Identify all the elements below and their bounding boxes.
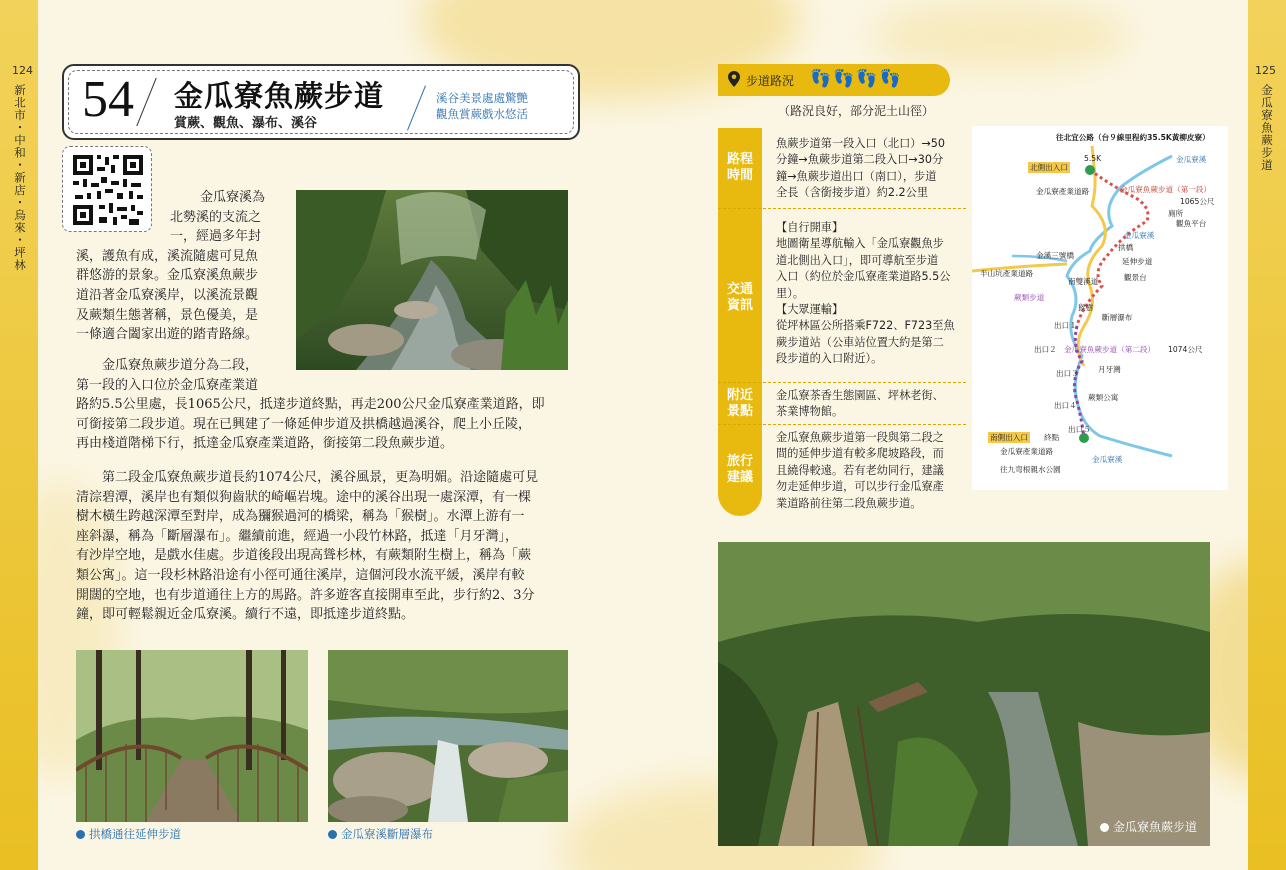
- text-line: 金瓜寮魚蕨步道分為二段，: [102, 358, 259, 373]
- text-line: 道北側出入口」，即可導航至步道: [776, 253, 939, 267]
- text-line: 座斜瀑，稱為「斷層瀑布」。繼續前進，經過一小段竹林路，抵達「月牙灣」，: [76, 528, 519, 544]
- text-line: 間的延伸步道有較多爬坡路段，而: [776, 447, 944, 461]
- map-label: 出口４: [1054, 401, 1077, 410]
- info-transport-text: [776, 220, 966, 368]
- text-line: 【自行開車】: [776, 221, 844, 234]
- map-label: 蕨類步道: [1014, 293, 1045, 302]
- route-condition-text: （路況良好，部分泥土山徑）: [778, 104, 935, 118]
- map-label: 金瓜寮產業道路: [1000, 447, 1054, 456]
- info-time-text: [776, 136, 966, 202]
- text-line: 業道路前往第二段魚蕨步道。: [776, 496, 922, 510]
- map-label: 猴樹: [1078, 303, 1094, 312]
- text-line: 入口（約位於金瓜寮產業道路5.5公: [776, 270, 951, 284]
- text-line: 及蕨類生態著稱，景色優美，是: [76, 307, 259, 323]
- text-line: 段步道的入口附近）。: [776, 352, 883, 366]
- map-label: 延伸步道: [1122, 257, 1153, 266]
- text-line: 魚蕨步道第一段入口（北口）→50: [776, 137, 946, 150]
- bullet-icon: [1100, 823, 1109, 832]
- side-label-right: 金瓜寮魚蕨步道: [1260, 84, 1274, 172]
- caption-text: 金瓜寮溪斷層瀑布: [341, 827, 433, 841]
- text-line: 金瓜寮茶香生態園區、坪林老街、: [776, 389, 944, 402]
- text-line: 樹木橫生跨越深潭至對岸，成為獼猴過河的橋梁，稱為「猴樹」。水潭上游有一: [76, 509, 525, 525]
- caption-trail-boardwalk: [1100, 818, 1197, 835]
- map-label: 觀魚平台: [1176, 219, 1207, 228]
- tagline: [436, 90, 528, 122]
- info-separator: [718, 424, 966, 425]
- map-label: 北側出入口: [1030, 163, 1068, 172]
- text-line: 第一段的入口位於金瓜寮產業道: [76, 377, 259, 393]
- text-line: 蕨步道站（公車站位置大約是第二: [776, 335, 944, 349]
- text-line: 鐘，即可輕鬆親近金瓜寮溪。續行不遠，即抵達步道終點。: [76, 607, 415, 623]
- text-line: 有沙岸空地，是戲水佳處。步道後段出現高聳杉林，有蕨類附生樹上，稱為「蕨: [76, 548, 532, 564]
- trail-number: 54: [82, 71, 134, 128]
- text-line: 清淙碧潭，溪岸也有類似狗齒狀的崎嶇岩塊。途中的溪谷出現一處深潭，有一棵: [76, 489, 532, 505]
- map-label: 出口５: [1068, 425, 1091, 434]
- map-label: 金瓜寮溪: [1092, 455, 1123, 464]
- map-label: 1065公尺: [1180, 197, 1215, 206]
- trail-subtitle: 賞蕨、觀魚、瀑布、溪谷: [174, 116, 318, 131]
- info-label-text: 附近景點: [726, 388, 753, 419]
- trail-map: [972, 126, 1228, 490]
- text-line: 一條適合闔家出遊的踏青路線。: [76, 327, 259, 343]
- text-line: 茶業博物館。: [776, 405, 844, 419]
- map-label: 1074公尺: [1168, 345, 1203, 354]
- photo-creek-gorge: [296, 190, 568, 370]
- info-advice-text: [776, 430, 966, 512]
- route-condition-banner: [718, 64, 950, 96]
- text-line: 路約5.5公里處，長1065公尺，抵達步道終點，再走200公尺金瓜寮產業道路，即: [76, 397, 545, 413]
- text-line: 可銜接第二段步道。現在已興建了一條延伸步道及拱橋越過溪谷，爬上小丘陵，: [76, 416, 532, 432]
- text-line: 從坪林區公所搭乘F722、F723至魚: [776, 319, 955, 333]
- second-section-paragraph: [76, 468, 572, 625]
- map-label: 蕨類公寓: [1088, 393, 1119, 402]
- map-label: 出口２: [1034, 345, 1057, 354]
- text-line: 開闊的空地，也有步道通往上方的馬路。許多遊客直接開車至此，步行約2、3分: [76, 587, 535, 603]
- text-line: 第二段金瓜寮魚蕨步道長約1074公尺，溪谷風景，更為明媚。沿途隨處可見: [102, 470, 539, 485]
- map-label: 5.5K: [1084, 154, 1102, 163]
- map-label: 廁所: [1168, 209, 1184, 218]
- photo-arch-bridge: [76, 650, 308, 822]
- tagline-line: 觀魚賞蕨戲水悠活: [436, 107, 528, 121]
- bullet-icon: [328, 830, 337, 839]
- map-label: 往北宜公路（台９線里程約35.5K黃柳皮寮）: [1056, 133, 1210, 142]
- caption-text: 拱橋通往延伸步道: [89, 827, 181, 841]
- title-card: [62, 64, 580, 140]
- info-label-text: 交通資訊: [726, 282, 753, 313]
- text-line: 北勢溪的支流之: [170, 209, 262, 225]
- trail-title: 金瓜寮魚蕨步道: [174, 79, 385, 113]
- watercolor-blotch: [870, 0, 1130, 70]
- route-label: 步道路況: [746, 74, 795, 88]
- text-line: 再由棧道階梯下行，抵達金瓜寮產業道路，銜接第二段魚蕨步道。: [76, 436, 454, 452]
- info-nearby-text: [776, 388, 966, 421]
- text-line: 地圖衛星導航輸入「金瓜寮觀魚步: [776, 237, 944, 251]
- side-label-left: 新北市・中和・新店・烏來・坪林: [13, 84, 27, 272]
- map-label: 金瓜寮魚蕨步道（第一段）: [1120, 185, 1212, 194]
- info-label-time: [718, 152, 762, 184]
- title-divider: [136, 78, 156, 127]
- text-line: 類公寓」。這一段杉林路沿途有小徑可通往溪岸，這個河段水流平緩，溪岸有較: [76, 567, 525, 583]
- page-number-right: 125: [1255, 64, 1276, 77]
- photo-fault-waterfall: [328, 650, 568, 822]
- map-label: 觀景台: [1124, 273, 1147, 282]
- text-line: 全長（含銜接步道）約2.2公里: [776, 186, 929, 200]
- text-line: 【大眾運輸】: [776, 303, 844, 317]
- text-line: 溪，護魚有成，溪流隨處可見魚: [76, 248, 259, 264]
- map-label: 半山坑產業道路: [980, 269, 1034, 278]
- map-label: 往九弯根親水公園: [1000, 465, 1061, 474]
- info-separator: [718, 208, 966, 209]
- map-label: 金瓜寮溪: [1176, 155, 1207, 164]
- text-line: 金瓜寮溪為: [200, 190, 266, 205]
- map-label: 南側出入口: [990, 433, 1028, 442]
- text-line: 且繞得較遠。若有老幼同行，建議: [776, 463, 944, 477]
- text-line: 分鐘→魚蕨步道第二段入口→30分: [776, 153, 944, 167]
- caption-text: 金瓜寮魚蕨步道: [1113, 820, 1198, 834]
- text-line: 道沿著金瓜寮溪岸，以溪流景觀: [76, 287, 259, 303]
- location-pin-icon: [728, 71, 740, 87]
- bullet-icon: [76, 830, 85, 839]
- map-label: 出口１: [1054, 321, 1077, 330]
- map-label: 南雙溪道: [1068, 277, 1099, 286]
- text-line: 勿走延伸步道，可以步行金瓜寮產: [776, 480, 944, 494]
- map-label: 斷層瀑布: [1102, 313, 1133, 322]
- tagline-divider: [407, 86, 426, 131]
- info-separator: [718, 382, 966, 383]
- info-label-transport: [718, 282, 762, 314]
- page-number-left: 124: [12, 64, 33, 77]
- photo-trail-boardwalk: [718, 542, 1210, 846]
- intro-paragraph: [76, 188, 282, 345]
- info-label-nearby: [718, 388, 762, 420]
- caption-arch-bridge: [76, 826, 181, 842]
- map-label: 金瓜寮溪: [1124, 231, 1155, 240]
- text-line: 里）。: [776, 286, 804, 300]
- text-line: 金瓜寮魚蕨步道第一段與第二段之: [776, 431, 944, 444]
- map-label: 金溪三號橋: [1036, 251, 1074, 260]
- map-label: 金瓜寮產業道路: [1036, 187, 1090, 196]
- text-line: 鐘→魚蕨步道出口（南口），步道: [776, 169, 937, 183]
- info-label-text: 路程時間: [726, 152, 753, 183]
- trail-sections-paragraph: [76, 356, 572, 454]
- map-label: 拱橋: [1118, 243, 1134, 252]
- info-label-advice: [718, 454, 762, 486]
- footprints-icon: 👣👣👣👣: [810, 69, 903, 89]
- map-label: 終點: [1044, 433, 1060, 442]
- map-label: 出口３: [1056, 369, 1079, 378]
- tagline-line: 溪谷美景處處驚艷: [436, 91, 528, 105]
- map-label: 金瓜寮魚蕨步道（第二段）: [1064, 345, 1156, 354]
- info-label-text: 旅行建議: [726, 454, 753, 485]
- text-line: 一，經過多年封: [170, 229, 262, 245]
- text-line: 群悠游的景象。金瓜寮溪魚蕨步: [76, 268, 259, 284]
- caption-fault-waterfall: [328, 826, 433, 842]
- map-label: 月牙灣: [1098, 365, 1121, 374]
